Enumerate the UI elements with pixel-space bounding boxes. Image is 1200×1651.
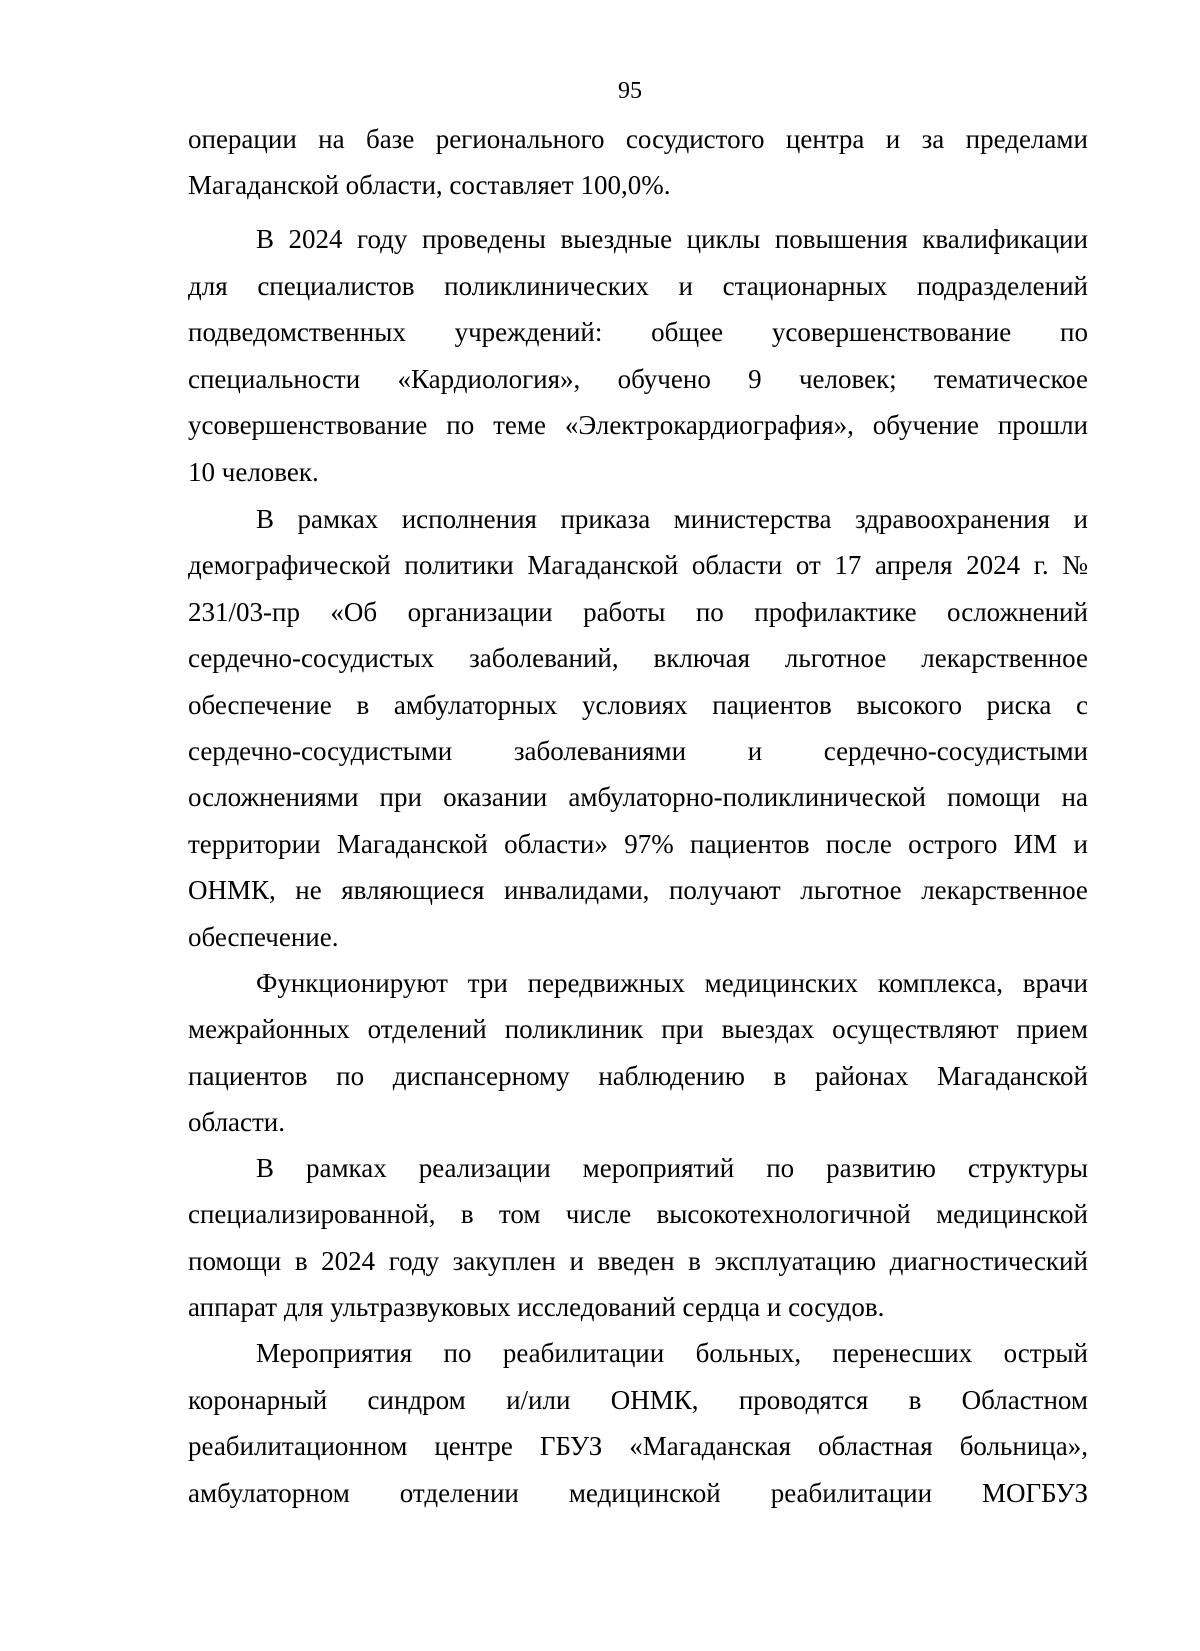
word: апреля <box>875 550 953 580</box>
word: коронарный <box>188 1385 328 1415</box>
text-line <box>188 634 1088 683</box>
word: ГБУЗ <box>539 1431 603 1461</box>
page-number: 95 <box>618 78 642 104</box>
word: ИМ <box>1013 829 1058 859</box>
word: являющиеся <box>341 875 485 905</box>
word: в <box>908 1385 922 1415</box>
word: мероприятий <box>582 1153 735 1183</box>
word: учреждений: <box>454 317 603 347</box>
text-line <box>188 959 1088 1008</box>
word: острого <box>908 829 998 859</box>
word: 2024 <box>966 550 1021 580</box>
word: по <box>336 1061 365 1091</box>
word: в <box>773 1061 787 1091</box>
word: областная <box>818 1431 933 1461</box>
text-line <box>188 820 1088 869</box>
line-text: 10 человек. <box>188 457 319 487</box>
word: для <box>188 271 228 301</box>
word: высокотехнологичной <box>656 1199 911 1229</box>
word: диспансерному <box>392 1061 570 1091</box>
word: ОНМК, <box>610 1385 699 1415</box>
text-line <box>188 1469 1088 1518</box>
word: тематическое <box>934 364 1088 394</box>
text-line <box>188 262 1088 311</box>
word: оказании <box>443 782 548 812</box>
word: Магаданской <box>937 1061 1088 1091</box>
text-line <box>188 495 1088 544</box>
word: пациентов <box>690 829 810 859</box>
word: В <box>256 504 275 534</box>
word: риска <box>986 690 1052 720</box>
word: «Кардиология», <box>397 364 581 394</box>
word: амбулаторных <box>393 690 558 720</box>
word: осуществляют <box>832 1014 999 1044</box>
word: сосудистого <box>625 124 765 154</box>
word: «Электрокардиография», <box>564 410 854 440</box>
word: реабилитации <box>770 1478 933 1508</box>
word: работы <box>583 597 666 627</box>
word: Областном <box>961 1385 1088 1415</box>
word: инвалидами, <box>503 875 650 905</box>
text-line <box>188 773 1088 822</box>
word: от <box>795 550 821 580</box>
word: эксплуатацию <box>714 1246 877 1276</box>
word: Функционируют <box>256 968 448 998</box>
word: общее <box>651 317 724 347</box>
line-text: обеспечение. <box>188 922 339 952</box>
text-line <box>188 541 1088 590</box>
word: отделении <box>399 1478 519 1508</box>
word: лекарственное <box>921 875 1088 905</box>
word: медицинских <box>704 968 858 998</box>
word: демографической <box>188 550 391 580</box>
text-line <box>188 681 1088 730</box>
word: регионального <box>435 124 605 154</box>
word: осложнений <box>947 597 1088 627</box>
word: приказа <box>560 504 651 534</box>
text-line <box>188 727 1088 776</box>
word: ОНМК, <box>188 875 276 905</box>
text-line <box>188 161 1088 210</box>
word: медицинской <box>568 1478 721 1508</box>
word: области» <box>504 829 608 859</box>
word: перенесших <box>832 1338 973 1368</box>
word: и <box>1073 504 1088 534</box>
word: операции <box>188 124 297 154</box>
word: льготное <box>784 643 887 673</box>
word: синдром <box>367 1385 466 1415</box>
word: № <box>1062 550 1088 580</box>
word: «Магаданская <box>629 1431 792 1461</box>
word: В <box>256 1153 275 1183</box>
word: выездные <box>560 224 673 254</box>
line-text: аппарат для ультразвуковых исследований сердца и сосудов. <box>188 1292 885 1322</box>
word: 9 <box>748 364 762 394</box>
text-line <box>188 1237 1088 1286</box>
text-line <box>188 1098 1088 1147</box>
word: структуры <box>967 1153 1088 1183</box>
word: сердечно-сосудистыми <box>188 736 453 766</box>
word: при <box>379 782 422 812</box>
word: помощи <box>947 782 1041 812</box>
word: в <box>356 690 370 720</box>
word: диагностический <box>889 1246 1088 1276</box>
word: реабилитационном <box>188 1431 408 1461</box>
word: году <box>357 224 408 254</box>
word: области <box>691 550 783 580</box>
text-line <box>188 401 1088 450</box>
word: не <box>295 875 322 905</box>
word: сердечно-сосудистых <box>188 643 435 673</box>
word: стационарных <box>722 271 888 301</box>
word: усовершенствование <box>188 410 428 440</box>
word: в <box>688 1246 701 1276</box>
word: подведомственных <box>188 317 406 347</box>
word: 97% <box>624 829 674 859</box>
word: отделений <box>367 1014 487 1044</box>
text-line <box>188 1422 1088 1471</box>
line-text: области. <box>188 1107 286 1137</box>
word: 17 <box>834 550 862 580</box>
word: реабилитации <box>502 1338 665 1368</box>
word: пациентов <box>188 1061 308 1091</box>
word: медицинской <box>936 1199 1088 1229</box>
word: врачи <box>1022 968 1088 998</box>
text-line <box>188 1144 1088 1193</box>
word: осложнениями <box>188 782 359 812</box>
text-line <box>188 1329 1088 1378</box>
word: помощи <box>188 1246 282 1276</box>
word: базе <box>365 124 415 154</box>
word: усовершенствование <box>771 317 1012 347</box>
text-line <box>188 215 1088 264</box>
word: министерства <box>673 504 832 534</box>
word: пациентов <box>712 690 832 720</box>
word: рамках <box>297 504 379 534</box>
word: по <box>766 1153 795 1183</box>
word: проводятся <box>738 1385 869 1415</box>
text-line <box>188 588 1088 637</box>
word: с <box>1076 690 1088 720</box>
text-line <box>188 1376 1088 1425</box>
word: и/или <box>506 1385 571 1415</box>
word: территории <box>188 829 321 859</box>
word: по <box>446 410 475 440</box>
text-line <box>188 355 1088 404</box>
word: реализации <box>418 1153 551 1183</box>
word: на <box>1061 782 1088 812</box>
word: комплекса, <box>877 968 1003 998</box>
word: специалистов <box>257 271 415 301</box>
word: профилактике <box>754 597 917 627</box>
word: районах <box>814 1061 909 1091</box>
word: больных, <box>695 1338 802 1368</box>
word: закуплен <box>452 1246 556 1276</box>
word: МОГБУЗ <box>982 1478 1088 1508</box>
word: пределами <box>965 124 1088 154</box>
text-line <box>188 115 1088 164</box>
line-text: Магаданской области, составляет 100,0%. <box>188 170 671 200</box>
word: «Об <box>330 597 378 627</box>
text-line <box>188 1005 1088 1054</box>
word: острый <box>1003 1338 1088 1368</box>
word: центра <box>785 124 865 154</box>
word: числе <box>565 1199 632 1229</box>
word: В <box>256 224 275 254</box>
word: развитию <box>826 1153 936 1183</box>
word: повышения <box>774 224 908 254</box>
word: 2024 <box>321 1246 376 1276</box>
word: включая <box>653 643 750 673</box>
word: подразделений <box>916 271 1088 301</box>
word: на <box>318 124 345 154</box>
text-line <box>188 866 1088 915</box>
word: организации <box>407 597 553 627</box>
word: центре <box>434 1431 513 1461</box>
text-line <box>188 308 1088 357</box>
word: г. <box>1033 550 1049 580</box>
text-line <box>188 1052 1088 1101</box>
word: по <box>443 1338 472 1368</box>
text-line <box>188 448 1088 497</box>
word: получают <box>668 875 781 905</box>
word: исполнения <box>401 504 537 534</box>
word: и <box>569 1246 584 1276</box>
word: сердечно-сосудистыми <box>823 736 1088 766</box>
word: поликлиник <box>504 1014 644 1044</box>
word: Магаданской <box>527 550 679 580</box>
word: при <box>661 1014 704 1044</box>
text-line <box>188 1283 1088 1332</box>
word: году <box>388 1246 440 1276</box>
word: здравоохранения <box>855 504 1051 534</box>
word: обучено <box>617 364 711 394</box>
word: за <box>921 124 945 154</box>
word: наблюдению <box>598 1061 745 1091</box>
word: специализированной, <box>188 1199 436 1229</box>
word: три <box>467 968 508 998</box>
word: введен <box>597 1246 675 1276</box>
word: передвижных <box>527 968 685 998</box>
word: лекарственное <box>921 643 1088 673</box>
word: прошли <box>997 410 1088 440</box>
word: и <box>678 271 693 301</box>
word: рамках <box>305 1153 387 1183</box>
word: выездах <box>721 1014 815 1044</box>
word: высокого <box>856 690 962 720</box>
text-line <box>188 913 1088 962</box>
word: прием <box>1016 1014 1088 1044</box>
word: амбулаторном <box>188 1478 350 1508</box>
word: заболеваниями <box>513 736 687 766</box>
word: по <box>1060 317 1088 347</box>
word: политики <box>404 550 514 580</box>
word: квалификации <box>922 224 1088 254</box>
word: в <box>460 1199 474 1229</box>
word: обучение <box>872 410 979 440</box>
word: по <box>695 597 724 627</box>
word: заболеваний, <box>469 643 619 673</box>
word: том <box>498 1199 541 1229</box>
text-line <box>188 1190 1088 1239</box>
word: и <box>1073 829 1088 859</box>
word: льготное <box>800 875 902 905</box>
word: поликлинических <box>444 271 649 301</box>
word: после <box>825 829 892 859</box>
word: теме <box>493 410 546 440</box>
word: и <box>885 124 901 154</box>
word: и <box>747 736 763 766</box>
word: в <box>294 1246 308 1276</box>
word: обеспечение <box>188 690 332 720</box>
word: Мероприятия <box>256 1338 413 1368</box>
word: условиях <box>581 690 688 720</box>
word: циклы <box>686 224 761 254</box>
word: больница», <box>959 1431 1088 1461</box>
word: проведены <box>421 224 546 254</box>
word: межрайонных <box>188 1014 350 1044</box>
word: амбулаторно-поликлинической <box>568 782 926 812</box>
word: человек; <box>798 364 897 394</box>
word: 2024 <box>288 224 343 254</box>
word: специальности <box>188 364 361 394</box>
word: 231/03-пр <box>188 597 300 627</box>
word: Магаданской <box>336 829 488 859</box>
